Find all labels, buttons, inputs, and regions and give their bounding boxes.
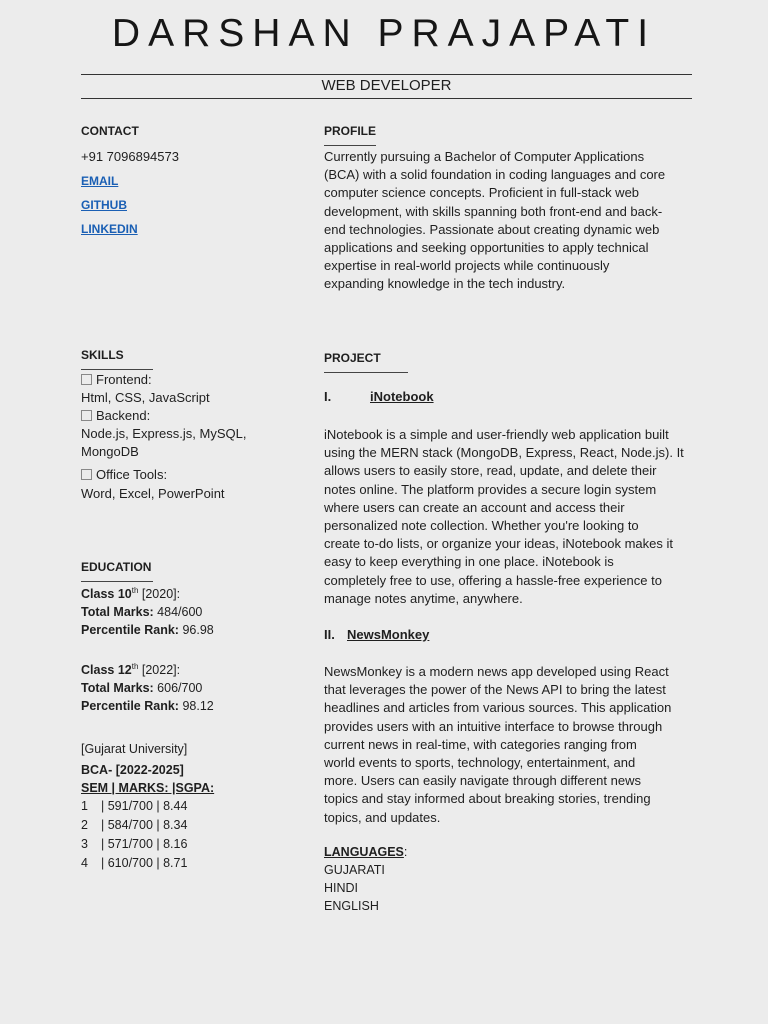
header-top-rule — [81, 74, 692, 75]
project-heading: PROJECT — [324, 350, 408, 373]
profile-heading: PROFILE — [324, 123, 376, 146]
project-section — [324, 349, 696, 827]
inotebook-title: iNotebook — [370, 389, 434, 404]
skill-group-label: Frontend: — [81, 371, 291, 389]
education-heading: EDUCATION — [81, 559, 153, 582]
job-title: WEB DEVELOPER — [321, 77, 452, 94]
header-bottom-rule — [81, 98, 692, 99]
checkbox-bullet-icon — [81, 410, 92, 421]
skill-group-label: Backend: — [81, 407, 291, 425]
languages-heading: LANGUAGES — [324, 845, 404, 859]
degree-title: BCA- [2022-2025] — [81, 763, 184, 777]
class12-block: Class 12th [2022]: Total Marks: 606/700 Percentile Rank: 98.12 — [81, 661, 214, 713]
checkbox-bullet-icon — [81, 469, 92, 480]
skill-group-items: Word, Excel, PowerPoint — [81, 486, 225, 501]
language-item: GUJARATI — [324, 863, 385, 877]
skill-group-items: Html, CSS, JavaScript — [81, 390, 210, 405]
profile-line: development, with skills spanning both front-end and back- — [324, 203, 663, 219]
skill-group-items: MongoDB — [81, 444, 139, 459]
github-link[interactable]: GITHUB — [81, 198, 127, 212]
checkbox-bullet-icon — [81, 374, 92, 385]
education-section — [81, 558, 291, 872]
university-block — [81, 740, 291, 872]
candidate-name: DARSHAN PRAJAPATI — [111, 12, 657, 55]
semester-row: 1 | 591/700 | 8.44 — [81, 799, 188, 813]
contact-heading: CONTACT — [81, 124, 139, 138]
semester-row: 3 | 571/700 | 8.16 — [81, 837, 188, 851]
languages-section: LANGUAGES: GUJARATI HINDI ENGLISH — [324, 843, 696, 915]
skills-section — [81, 346, 291, 503]
newsmonkey-title: NewsMonkey — [347, 627, 430, 643]
language-item: HINDI — [324, 881, 359, 895]
profile-line: expanding knowledge in the tech industry. — [324, 276, 566, 292]
semester-row: 4 | 610/700 | 8.71 — [81, 856, 188, 870]
skill-group-label: Office Tools: — [81, 466, 291, 484]
skills-heading: SKILLS — [81, 347, 153, 370]
email-link[interactable]: EMAIL — [81, 174, 119, 188]
contact-section — [81, 122, 291, 238]
inotebook-description: iNotebook is a simple and user-friendly web application built using the MERN stack (MongoDB, Express, React, Node.js). It allows users to easily store, read, update, and delete their notes online. The platform provides a secure login system where users can create an account and access their personalized note collection. Whether you're looking to create to-do lists, or organize your ideas, iNotebook makes it easy to keep everything in one place. iNotebook is completely free to use, offering a hassle-free experience to manage notes anytime, anywhere. — [324, 427, 684, 606]
project-title: I. iNotebook — [324, 389, 434, 404]
profile-line: applications and seeking opportunities to apply technical — [324, 240, 649, 256]
profile-line: expertise in real-world projects while continuously — [324, 258, 610, 274]
language-item: ENGLISH — [324, 899, 379, 913]
newsmonkey-description: NewsMonkey is a modern news app developed using React that leverages the power of the News API to bring the latest headlines and articles from various sources. This application provides users with an intuitive interface to browse through current news in real-time, with categories ranging from world events to sports, technology, entertainment, and more. Users can easily navigate through different news topics and stay informed about breaking stories, trending topics, and updates. — [324, 664, 672, 825]
university-name: [Gujarat University] — [81, 742, 188, 756]
profile-section — [324, 122, 696, 294]
profile-line: end technologies. Passionate about creating dynamic web — [324, 221, 660, 237]
semester-row: 2 | 584/700 | 8.34 — [81, 818, 188, 832]
profile-line: computer science concepts. Proficient in full-stack web — [324, 185, 640, 201]
linkedin-link[interactable]: LINKEDIN — [81, 222, 138, 236]
class10-block: Class 10th [2020]: Total Marks: 484/600 Percentile Rank: 96.98 — [81, 585, 214, 637]
phone-number: +91 7096894573 — [81, 149, 179, 164]
profile-line: (BCA) with a solid foundation in coding languages and core — [324, 167, 666, 183]
project-title: II. NewsMonkey — [324, 627, 430, 643]
profile-text — [324, 148, 696, 294]
semester-table-header: SEM | MARKS: |SGPA: — [81, 781, 215, 795]
skill-group-items: Node.js, Express.js, MySQL, — [81, 426, 247, 441]
profile-line: Currently pursuing a Bachelor of Computer Applications — [324, 149, 645, 164]
